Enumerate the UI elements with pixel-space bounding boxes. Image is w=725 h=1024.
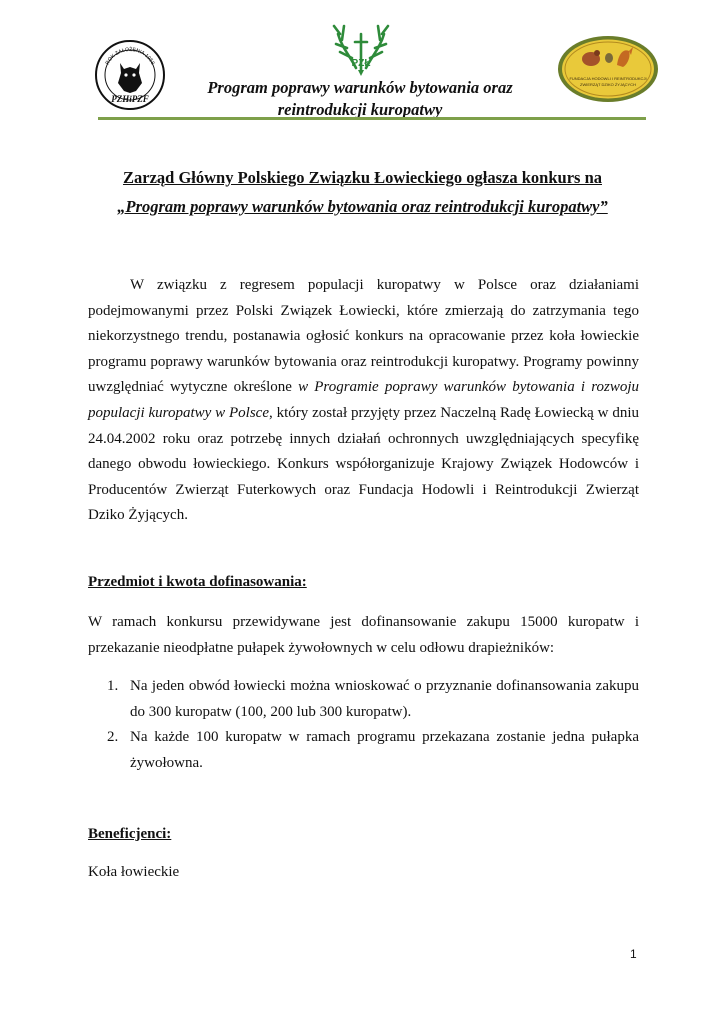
list-item-number: 1.: [107, 678, 119, 694]
intro-text-part1: W związku z regresem populacji kuropatwy w Polsce oraz działaniami podejmowanymi przez Polski Związek Łowiecki, które zmierzają do zatrzymania tego niekorzystnego trendu, postanawia ogłosić konkurs na opracowanie przez koła łowieckie programu poprawy warunków bytowania oraz reintrodukcji kuropatwy. Programy powinny uwzględniać wytyczne określone: [88, 277, 639, 396]
document-title: Zarząd Główny Polskiego Związku Łowieckiego ogłasza konkurs na: [122, 168, 602, 187]
svg-text:ROK ZAŁOŻENIA 1958: ROK ZAŁOŻENIA 1958: [104, 46, 156, 66]
section-subject-text: W ramach konkursu przewidywane jest dofinansowanie zakupu 15000 kuropatw i przekazanie nieodpłatne pułapek żywołownych w celu odłowu drapieżników:: [88, 614, 639, 656]
list-item: [88, 674, 639, 725]
header-title-line2: reintrodukcji kuropatwy: [277, 100, 443, 119]
section-heading-subject: Przedmiot i kwota dofinasowania:: [88, 574, 307, 590]
intro-text-italic: w Programie poprawy warunków bytowania i rozwoju populacji kuropatwy w Polsce: [88, 379, 639, 421]
section-beneficiaries-text: Koła łowieckie: [88, 864, 180, 880]
list-item-number: 2.: [107, 729, 119, 746]
pzhipzf-logo: [94, 39, 166, 111]
intro-paragraph: [88, 273, 639, 529]
svg-text:ZWIERZĄT DZIKO ŻYJĄCYCH: ZWIERZĄT DZIKO ŻYJĄCYCH: [580, 82, 636, 87]
page-number: 1: [630, 947, 637, 961]
funding-list: [88, 674, 639, 776]
header-divider: [98, 117, 646, 120]
section-heading-beneficiaries: Beneficjenci:: [88, 826, 172, 842]
svg-text:PZŁ: PZŁ: [351, 58, 371, 69]
pzl-antlers-logo: [332, 12, 390, 78]
header-title-line1: Program poprawy warunków bytowania oraz: [207, 78, 513, 97]
foundation-logo: [557, 35, 659, 103]
document-subtitle: „Program poprawy warunków bytowania oraz reintrodukcji kuropatwy”: [117, 197, 608, 216]
svg-text:PZHiPZF: PZHiPZF: [111, 94, 149, 104]
list-item: [88, 725, 639, 776]
svg-text:FUNDACJA HODOWLI I REINTRODUKC: FUNDACJA HODOWLI I REINTRODUKCJI: [569, 76, 647, 81]
list-item-text: Na jeden obwód łowiecki można wnioskować o przyznanie dofinansowania zakupu do 300 kuropatw (100, 200 lub 300 kuropatw).: [130, 678, 639, 720]
list-item-text: Na każde 100 kuropatw w ramach programu przekazana zostanie jedna pułapka żywołowna.: [130, 729, 639, 771]
intro-text-part2: , który został przyjęty przez Naczelną Radę Łowiecką w dniu 24.04.2002 roku oraz potrzebę innych działań ochronnych uwzględniających specyfikę danego obwodu łowieckiego. Konkurs współorganizuje Krajowy Związek Hodowców i Producentów Zwierząt Futerkowych oraz Fundacja Hodowli i Reintrodukcji Zwierząt Dziko Żyjących.: [88, 404, 639, 524]
header-title: [170, 77, 550, 121]
